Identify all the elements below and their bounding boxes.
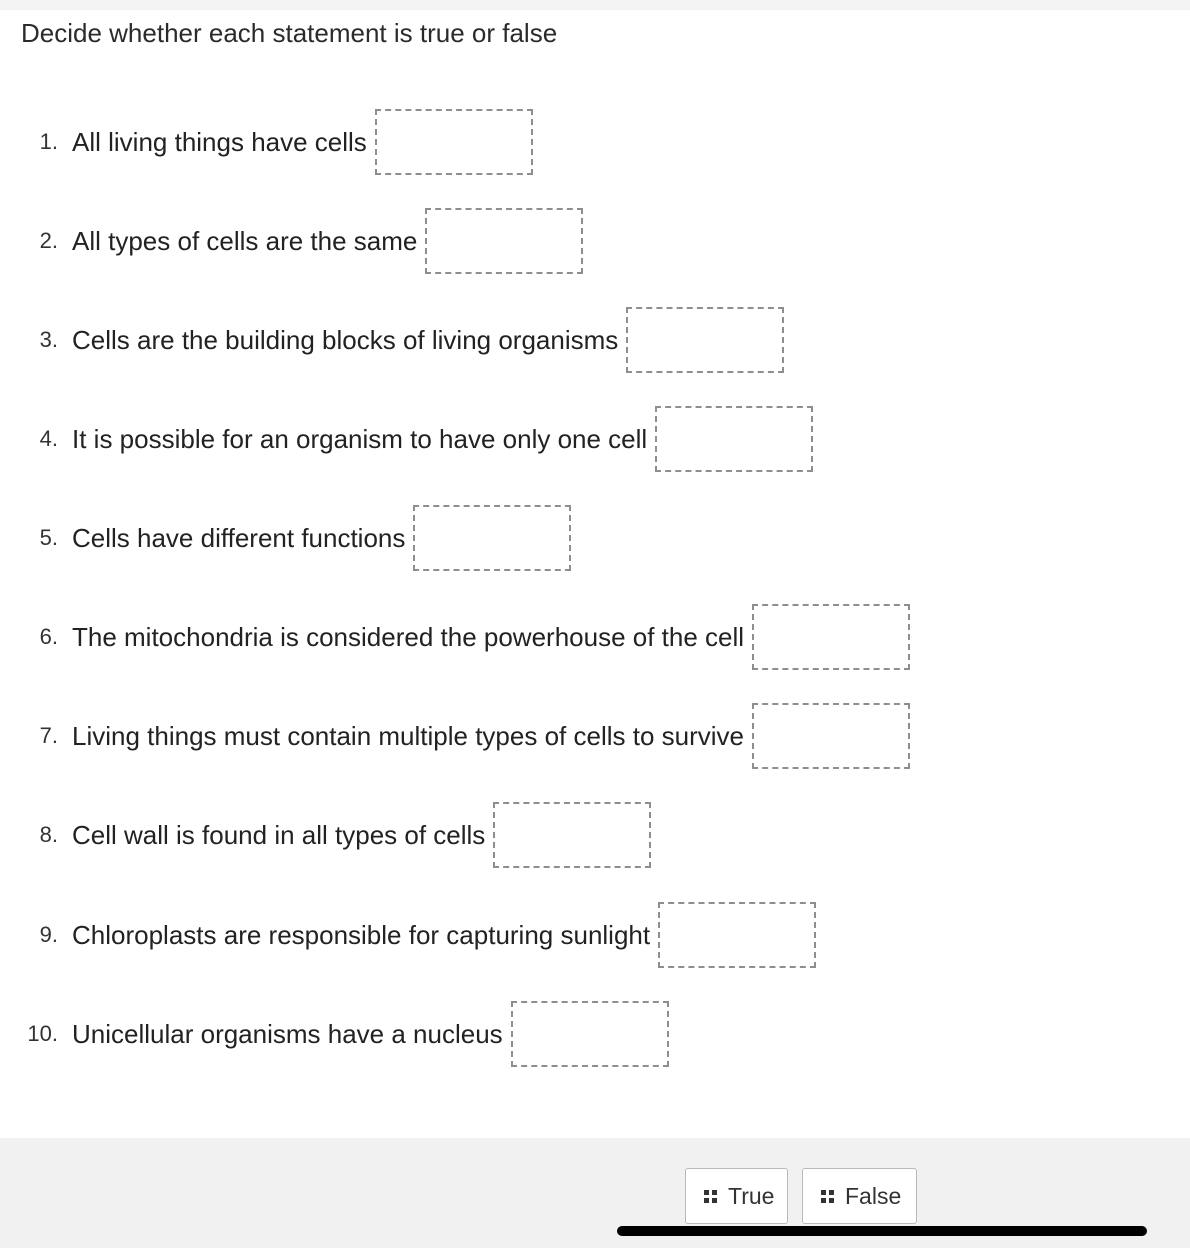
question-number: 2. (39, 228, 58, 253)
question-item (0, 504, 571, 572)
top-strip (0, 0, 1190, 10)
question-number: 8. (39, 822, 58, 847)
question-text: All types of cells are the same (72, 225, 418, 256)
answer-drop-zone[interactable] (626, 307, 784, 373)
question-number: 1. (39, 129, 58, 154)
question-item (0, 108, 533, 176)
question-item (0, 207, 583, 275)
answer-drop-zone[interactable] (425, 208, 583, 274)
drag-handle-icon (821, 1190, 834, 1203)
answer-drop-zone[interactable] (658, 902, 816, 968)
question-item (0, 801, 651, 869)
question-item (0, 405, 813, 473)
home-indicator (617, 1226, 1147, 1236)
question-number: 5. (39, 525, 58, 550)
answer-drop-zone[interactable] (493, 802, 651, 868)
question-text: Chloroplasts are responsible for capturing sunlight (72, 919, 651, 950)
question-text: The mitochondria is considered the powerhouse of the cell (72, 621, 745, 652)
question-prompt: Decide whether each statement is true or false (21, 18, 558, 48)
question-text: Cells have different functions (72, 522, 406, 553)
answer-drop-zone[interactable] (375, 109, 533, 175)
question-text: Living things must contain multiple types of cells to survive (72, 720, 744, 751)
question-item (0, 901, 816, 969)
question-text: Unicellular organisms have a nucleus (72, 1018, 503, 1049)
answer-drop-zone[interactable] (413, 505, 571, 571)
question-text: All living things have cells (72, 126, 367, 157)
question-text: Cells are the building blocks of living organisms (72, 324, 619, 355)
answer-option-label: False (845, 1182, 902, 1209)
question-number: 7. (39, 723, 58, 748)
question-item (0, 603, 910, 671)
answer-drop-zone[interactable] (655, 406, 813, 472)
answer-option-label: True (728, 1182, 775, 1209)
question-number: 3. (39, 327, 58, 352)
question-number: 4. (39, 426, 58, 451)
question-item (0, 1000, 669, 1068)
question-number: 10. (27, 1021, 58, 1046)
question-item (0, 306, 784, 374)
answer-drop-zone[interactable] (752, 604, 910, 670)
answer-option-false[interactable] (802, 1168, 917, 1224)
question-item (0, 702, 910, 770)
answer-drop-zone[interactable] (752, 703, 910, 769)
question-text: It is possible for an organism to have only one cell (72, 423, 648, 454)
question-text: Cell wall is found in all types of cells (72, 819, 486, 850)
drag-handle-icon (704, 1190, 717, 1203)
question-number: 9. (39, 922, 58, 947)
answer-option-true[interactable] (685, 1168, 788, 1224)
question-number: 6. (39, 624, 58, 649)
answer-drop-zone[interactable] (511, 1001, 669, 1067)
